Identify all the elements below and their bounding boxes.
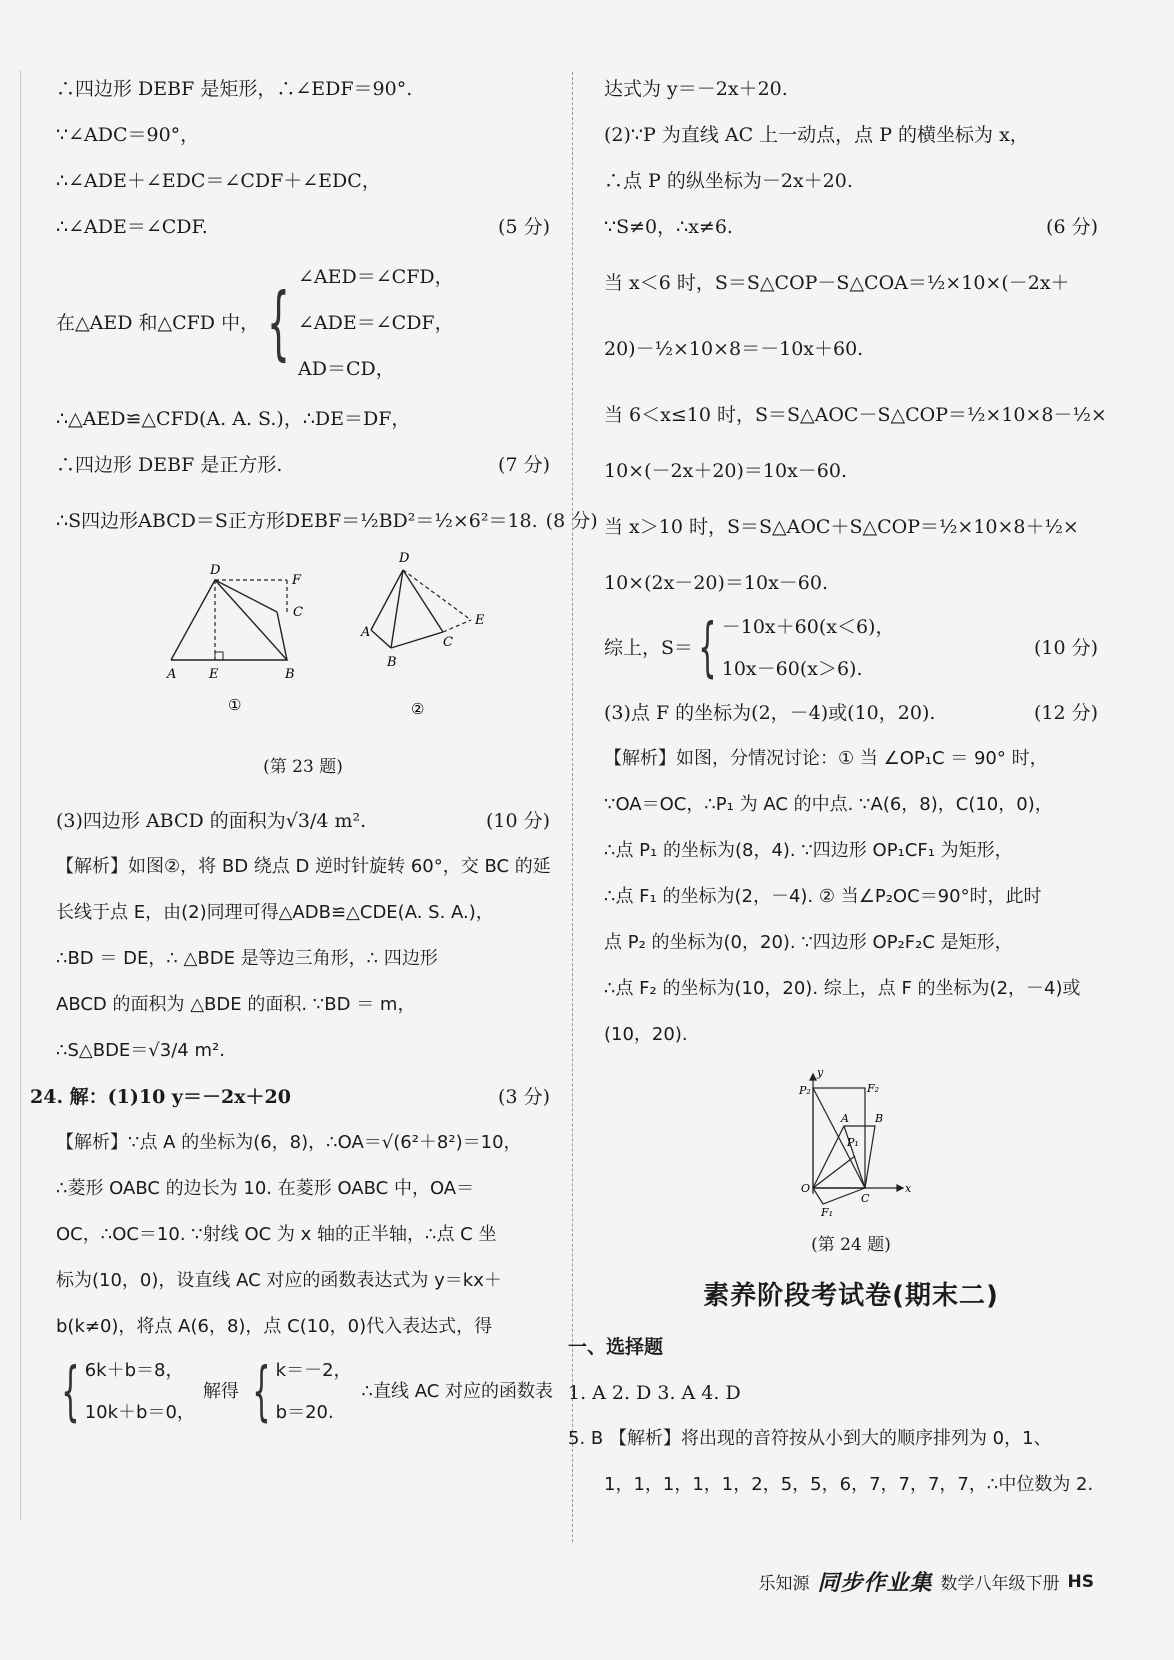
equation-system-line: { 6k＋b＝8， 10k＋b＝0， 解得 { k＝－2， b＝20. ∴直线 AC 对应的函数表 [61, 1355, 554, 1429]
text-line: ∴∠ADE＝∠CDF. (5 分) [56, 204, 550, 250]
answer-line: 1，1，1，1，1，2，5，5，6，7，7，7，7，∴中位数为 2. [604, 1474, 1094, 1495]
text-line: 10×(2x－20)＝10x－60. [604, 572, 829, 594]
text-line: ∴点 F₂ 的坐标为(10，20). 综上，点 F 的坐标为(2，－4)或 [604, 978, 1081, 999]
fig-label: P₁ [847, 1136, 859, 1149]
fig-label: A [167, 667, 177, 682]
question-24-header: 24. 解：(1)10 y＝－2x＋20 (3 分) [30, 1086, 550, 1108]
text-line: ∴S四边形ABCD＝S正方形DEBF＝½BD²＝½×6²＝18. (8 分) [56, 510, 598, 532]
text-line: ∴BD ＝ DE，∴ △BDE 是等边三角形，∴ 四边形 [56, 948, 438, 969]
text-line: ∴点 P 的纵坐标为－2x＋20. [604, 170, 853, 192]
text-line: ∵OA＝OC，∴P₁ 为 AC 的中点. ∵A(6，8)，C(10，0)， [604, 794, 1053, 815]
fig-label: B [285, 667, 295, 682]
figure-caption: (第 23 题) [263, 757, 343, 777]
left-margin-line [20, 70, 21, 1520]
text-line: 10×(－2x＋20)＝10x－60. [604, 460, 848, 482]
brace: { [267, 276, 291, 369]
text-line: ∴S△BDE＝√3/4 m². [56, 1040, 225, 1061]
figure-number: ① [228, 696, 242, 714]
fig-label: E [209, 667, 219, 682]
figure-23 [56, 548, 550, 744]
figure-number: ② [411, 700, 425, 718]
fig-label: D [399, 551, 410, 566]
text-line: 长线于点 E，由(2)同理可得△ADB≌△CDE(A. S. A.)， [56, 902, 494, 923]
text-line: ABCD 的面积为 △BDE 的面积. ∵BD ＝ m， [56, 994, 416, 1015]
fig-label: x [905, 1182, 912, 1195]
text-line: ∴四边形 DEBF 是正方形. (7 分) [56, 454, 550, 476]
equation-system-line: 在△AED 和△CFD 中， { ∠AED＝∠CFD， ∠ADE＝∠CDF， AD＝CD， [56, 254, 550, 392]
section-heading: 一、选择题 [568, 1336, 664, 1358]
figure-caption: (第 24 题) [811, 1235, 891, 1255]
figure-24 [604, 1064, 1098, 1222]
text-line: (3)点 F 的坐标为(2，－4)或(10，20). (12 分) [604, 702, 1098, 724]
page-footer [759, 1566, 1095, 1597]
text-line: 当 6＜x≤10 时，S＝S△AOC－S△COP＝½×10×8－½× [604, 404, 1107, 426]
fig-label: C [293, 605, 303, 620]
left-column [30, 66, 598, 1434]
subject-label: 数学八年级下册 [940, 1574, 1060, 1594]
answer-line: 5. B 【解析】将出现的音符按从小到大的顺序排列为 0，1、 [568, 1428, 1052, 1449]
text-line: ∵S≠0，∴x≠6. (6 分) [604, 216, 1098, 238]
fig-label: A [841, 1112, 849, 1125]
exam-title: 素养阶段考试卷(期末二) [703, 1281, 999, 1311]
text-line: ∵∠ADC＝90°， [56, 124, 200, 146]
answer-line: 1. A 2. D 3. A 4. D [568, 1382, 741, 1404]
text-line: ∴点 F₁ 的坐标为(2，－4). ② 当∠P₂OC＝90°时，此时 [604, 886, 1042, 907]
equation-system: ∠AED＝∠CFD， ∠ADE＝∠CDF， AD＝CD， [298, 266, 454, 380]
fig-label: D [210, 563, 221, 578]
fig-label: F [292, 573, 302, 588]
text-line: ∴∠ADE＋∠EDC＝∠CDF＋∠EDC， [56, 170, 381, 192]
fig-label: E [475, 613, 485, 628]
text-line: (3)四边形 ABCD 的面积为√3/4 m². (10 分) [56, 810, 550, 832]
fig-label: O [801, 1182, 811, 1195]
text-line: ∴四边形 DEBF 是矩形，∴∠EDF＝90°. [56, 78, 413, 100]
column-divider [572, 72, 573, 1542]
text-line: (10，20). [604, 1024, 688, 1045]
text-line: 当 x＜6 时，S＝S△COP－S△COA＝½×10×(－2x＋ [604, 272, 1070, 294]
text-line: ∴△AED≌△CFD(A. A. S.)，∴DE＝DF， [56, 408, 411, 430]
fig-label: y [817, 1066, 824, 1079]
right-column [568, 66, 1107, 1508]
text-line: OC，∴OC＝10. ∵射线 OC 为 x 轴的正半轴，∴点 C 坐 [56, 1224, 497, 1245]
text-line: 【解析】如图②，将 BD 绕点 D 逆时针旋转 60°，交 BC 的延 [56, 856, 551, 877]
text-line: 标为(10，0)，设直线 AC 对应的函数表达式为 y＝kx＋ [56, 1270, 502, 1291]
fig-label: P₂ [799, 1084, 811, 1097]
fig-label: B [387, 655, 397, 670]
score: (5 分) [498, 216, 550, 238]
fig-label: F₂ [867, 1082, 880, 1095]
fig-label: C [443, 635, 453, 650]
fig-label: B [875, 1112, 884, 1125]
figure-24-diagram [751, 1064, 951, 1222]
fig-label: C [861, 1192, 870, 1205]
equation-system-line: 综上，S＝ { －10x＋60(x＜6)， 10x－60(x＞6). (10 分) [604, 611, 1098, 685]
series-name: 同步作业集 [817, 1571, 933, 1596]
text-line: ∴点 P₁ 的坐标为(8，4). ∵四边形 OP₁CF₁ 为矩形， [604, 840, 1013, 861]
text-line: 20)－½×10×8＝－10x＋60. [604, 338, 864, 360]
brand-name: 乐知源 [758, 1574, 810, 1594]
text-line: 当 x＞10 时，S＝S△AOC＋S△COP＝½×10×8＋½× [604, 516, 1079, 538]
fig-label: F₁ [821, 1206, 834, 1219]
text-line: 【解析】如图，分情况讨论：① 当 ∠OP₁C ＝ 90° 时， [604, 748, 1048, 769]
figure-23-diagram [93, 548, 513, 744]
text-line: 点 P₂ 的坐标为(0，20). ∵四边形 OP₂F₂C 是矩形， [604, 932, 1013, 953]
edition-label: HS [1067, 1571, 1094, 1592]
text-line: (2)∵P 为直线 AC 上一动点，点 P 的横坐标为 x， [604, 124, 1029, 146]
fig-label: A [361, 625, 371, 640]
text-line: ∴菱形 OABC 的边长为 10. 在菱形 OABC 中，OA＝ [56, 1178, 475, 1199]
text-line: 【解析】∵点 A 的坐标为(6，8)，∴OA＝√(6²＋8²)＝10， [56, 1132, 522, 1153]
text-line: b(k≠0)，将点 A(6，8)，点 C(10，0)代入表达式，得 [56, 1316, 493, 1337]
text-line: 达式为 y＝－2x＋20. [604, 78, 788, 100]
